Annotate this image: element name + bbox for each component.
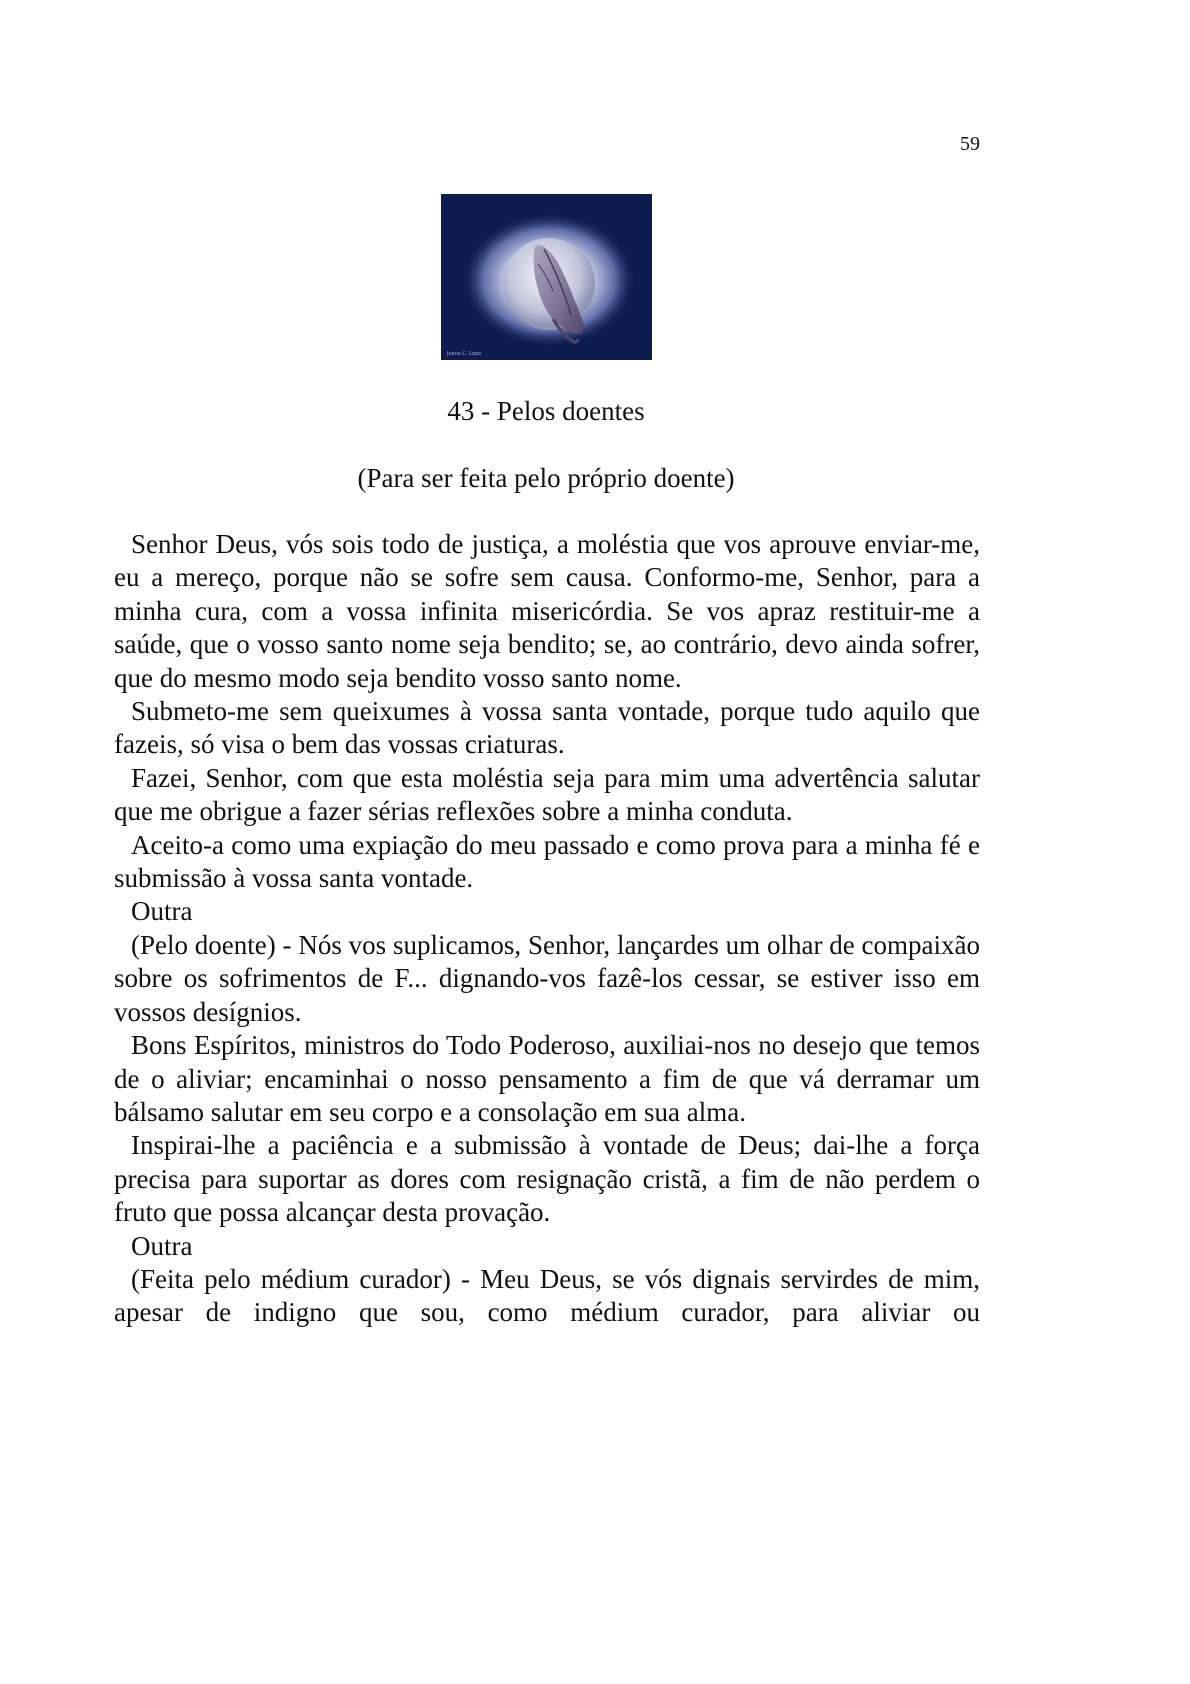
paragraph-2: Submeto-me sem queixumes à vossa santa vontade, porque tudo aquilo que fazeis, só visa o bem das vossas criaturas.	[114, 696, 980, 760]
illustration-caption: Joana C. Lopo	[447, 351, 482, 357]
paragraph-4: Aceito-a como uma expiação do meu passado e como prova para a minha fé e submissão à vossa santa vontade.	[114, 829, 980, 894]
praying-hands-icon	[441, 194, 652, 360]
paragraph-7: Bons Espíritos, ministros do Todo Poderoso, auxiliai-nos no desejo que temos de o aliviar; encaminhai o nosso pensamento a fim de que vá derramar um bálsamo salutar em seu corpo e a consolação em sua alma.	[114, 1030, 980, 1127]
paragraph-8: Inspirai-lhe a paciência e a submissão à vontade de Deus; dai-lhe a força precisa para suportar as dores com resignação cristã, a fim de não perdem o fruto que possa alcançar desta provação.	[114, 1130, 980, 1228]
page-number: 59	[960, 133, 980, 155]
prayer-subtitle: (Para ser feita pelo próprio doente)	[357, 463, 735, 493]
paragraph-6: (Pelo doente) - Nós vos suplicamos, Senhor, lançardes um olhar de compaixão sobre os sofrimentos de F... dignando-vos fazê-los cessar, se estiver isso em vossos desígnios.	[114, 929, 980, 1027]
paragraph-1: Senhor Deus, vós sois todo de justiça, a moléstia que vos aprouve enviar-me, eu a mereço, porque não se sofre sem causa. Conformo-me, Senhor, para a minha cura, com a vossa infinita misericórdia. Se vos apraz restituir-me a saúde, que o vosso santo nome seja bendito; se, ao contrário, devo ainda sofrer, que do mesmo modo seja bendito vosso santo nome.	[114, 529, 980, 693]
paragraph-3: Fazei, Senhor, com que esta moléstia seja para mim uma advertência salutar que me obrigue a fazer sérias reflexões sobre a minha conduta.	[114, 762, 980, 827]
section-label-outra: Outra	[131, 896, 193, 927]
paragraph-10: (Feita pelo médium curador) - Meu Deus, se vós dignais servirdes de mim, apesar de indigno que sou, como médium curador, para aliviar ou	[114, 1263, 980, 1328]
section-label-outra: Outra	[131, 1230, 193, 1261]
prayer-body	[114, 528, 980, 1330]
prayer-title: 43 - Pelos doentes	[447, 396, 645, 426]
